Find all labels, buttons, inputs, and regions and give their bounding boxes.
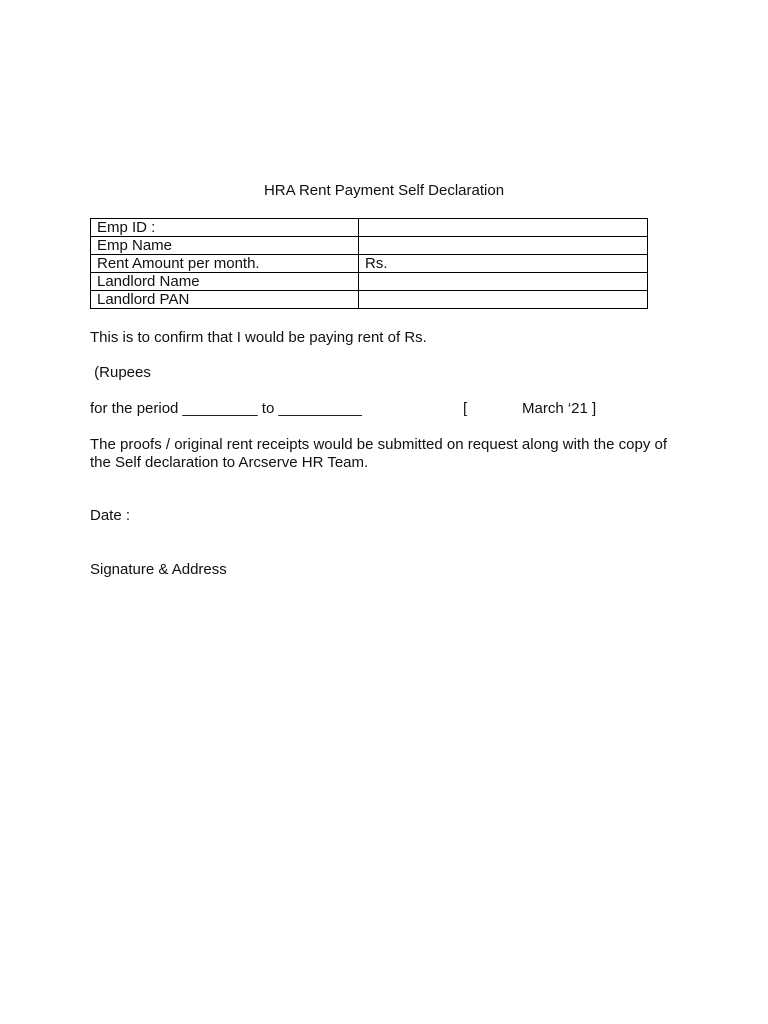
emp-id-label: Emp ID :	[91, 219, 359, 237]
date-label: Date :	[90, 507, 131, 524]
employee-details-table	[90, 218, 648, 309]
confirm-text: This is to confirm that I would be paying rent of Rs.	[90, 329, 427, 346]
rupees-text: (Rupees	[90, 364, 151, 381]
emp-name-label: Emp Name	[91, 237, 359, 255]
period-end-text: March ‘21 ]	[522, 400, 597, 417]
table-row	[91, 291, 648, 309]
table-row	[91, 273, 648, 291]
document-title: HRA Rent Payment Self Declaration	[263, 182, 505, 199]
landlord-pan-value	[359, 291, 648, 309]
period-bracket-open: [	[463, 400, 468, 417]
table-row	[91, 219, 648, 237]
landlord-name-label: Landlord Name	[91, 273, 359, 291]
emp-id-value	[359, 219, 648, 237]
table-row	[91, 255, 648, 273]
proofs-paragraph: The proofs / original rent receipts would be submitted on request along with the copy of the Self declaration to Arcserve HR Team.	[90, 436, 667, 471]
period-text: for the period _________ to __________	[90, 400, 362, 417]
emp-name-value	[359, 237, 648, 255]
table-row	[91, 237, 648, 255]
rent-amount-label: Rent Amount per month.	[91, 255, 359, 273]
rent-amount-value: Rs.	[359, 255, 648, 273]
landlord-name-value	[359, 273, 648, 291]
landlord-pan-label: Landlord PAN	[91, 291, 359, 309]
signature-label: Signature & Address	[90, 561, 227, 578]
